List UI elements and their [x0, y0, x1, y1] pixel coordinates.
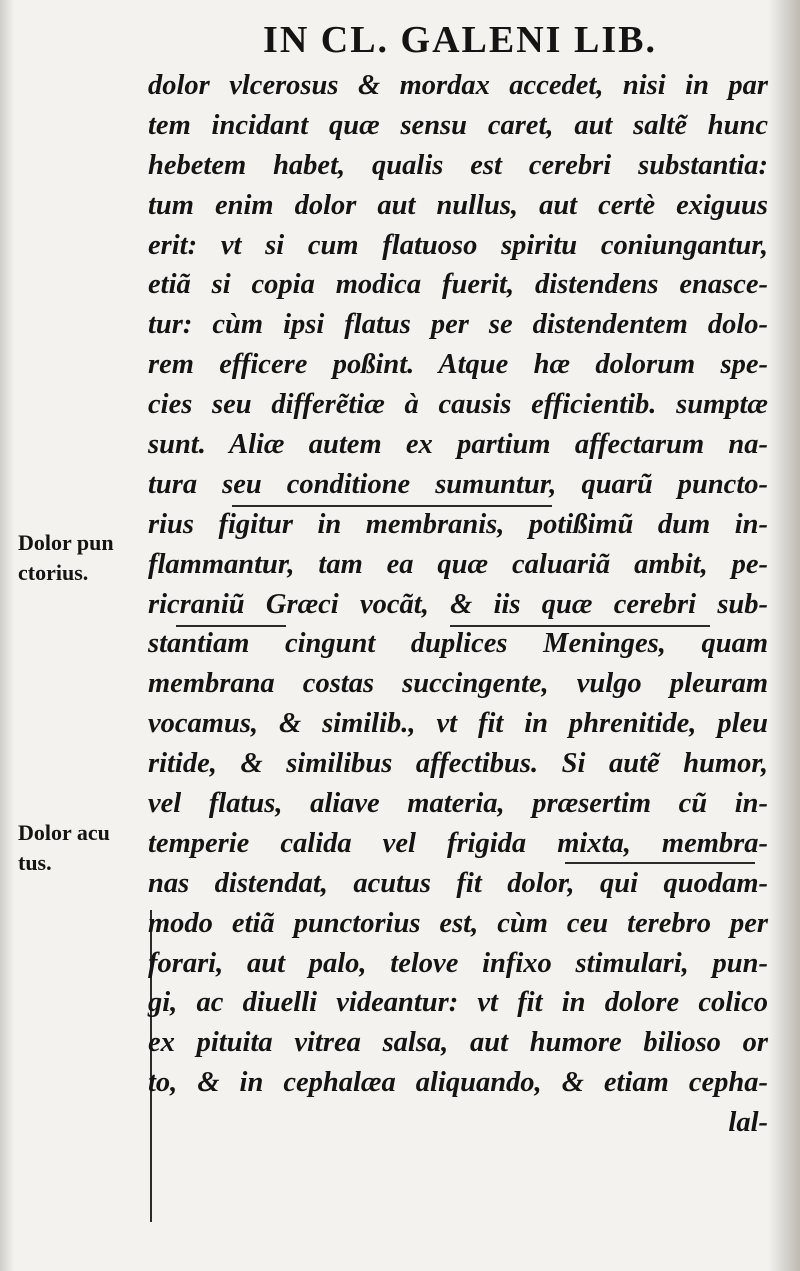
margin-note-punctorius: [18, 528, 153, 588]
text-line: stantiam cingunt duplices Meninges, quam: [148, 628, 768, 660]
text-line: ritide, & similibus affectibus. Si autẽ humor,: [148, 748, 768, 780]
text-line: tum enim dolor aut nullus, aut certè exiguus: [148, 189, 768, 221]
text-line: tura seu conditione sumuntur, quarũ puncto-: [148, 468, 768, 500]
text-line: rem efficere poßint. Atque hæ dolorum spe-: [148, 349, 768, 381]
margin-note-line: Dolor acu: [18, 820, 110, 845]
page-edge-left: [0, 0, 14, 1271]
margin-note-line: ctorius.: [18, 560, 89, 585]
text-line: etiã si copia modica fuerit, distendens enasce-: [148, 269, 768, 301]
text-line: to, & in cephalæa aliquando, & etiam cepha-: [148, 1067, 768, 1099]
page-edge-right: [768, 0, 800, 1271]
text-line: ex pituita vitrea salsa, aut humore bilioso or: [148, 1027, 768, 1059]
text-line: forari, aut palo, telove infixo stimulari, pun-: [148, 947, 768, 979]
margin-note-acutus: [18, 818, 153, 878]
text-line: temperie calida vel frigida mixta, membra-: [148, 827, 768, 859]
margin-note-line: Dolor pun: [18, 530, 114, 555]
text-line: nas distendat, acutus fit dolor, qui quodam-: [148, 867, 768, 899]
text-line: hebetem habet, qualis est cerebri substantia:: [148, 149, 768, 181]
text-line: tur: cùm ipsi flatus per se distendentem dolo-: [148, 309, 768, 341]
text-line: flammantur, tam ea quæ caluariã ambit, pe-: [148, 548, 768, 580]
margin-note-line: tus.: [18, 850, 52, 875]
text-line: vocamus, & similib., vt fit in phrenitide, pleu: [148, 708, 768, 740]
text-line: erit: vt si cum flatuoso spiritu coniungantur,: [148, 229, 768, 261]
text-line: lal-: [728, 1107, 768, 1139]
text-line: modo etiã punctorius est, cùm ceu terebro per: [148, 907, 768, 939]
text-line: tem incidant quæ sensu caret, aut saltẽ hunc: [148, 109, 768, 141]
text-line: dolor vlcerosus & mordax accedet, nisi in par: [148, 70, 768, 101]
page-header: IN CL. GALENI LIB.: [263, 19, 657, 61]
body-text: [148, 66, 768, 1143]
text-line: sunt. Aliæ autem ex partium affectarum na-: [148, 429, 768, 461]
text-line: ricraniũ Græci vocãt, & iis quæ cerebri sub-: [148, 588, 768, 620]
text-line: membrana costas succingente, vulgo pleuram: [148, 668, 768, 700]
text-line: rius figitur in membranis, potißimũ dum in-: [148, 508, 768, 540]
text-line: cies seu differẽtiæ à causis efficientib. sumptæ: [148, 389, 768, 421]
text-line: vel flatus, aliave materia, præsertim cũ in-: [148, 788, 768, 820]
text-line: gi, ac diuelli videantur: vt fit in dolore colico: [148, 987, 768, 1019]
